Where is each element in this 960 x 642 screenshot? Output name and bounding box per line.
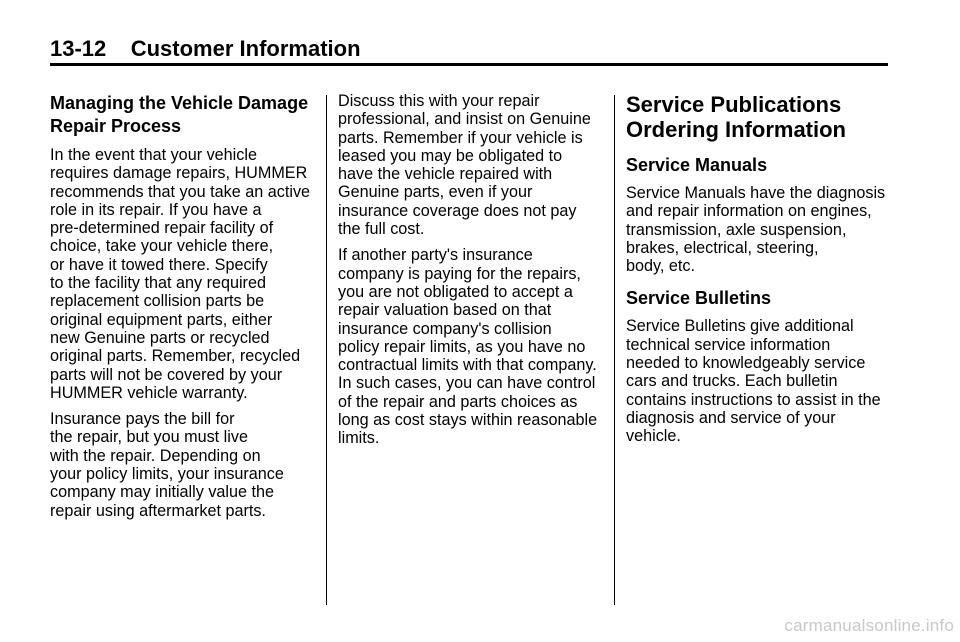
column-1 [50, 88, 318, 528]
service-publications-heading: Service Publications Ordering Information [626, 92, 846, 142]
page-header [50, 36, 361, 62]
damage-repair-paragraph-1: In the event that your vehicle requires damage repairs, HUMMER recommends that you take an active role in its repair. If you have a pre-determined repair facility of choice, take your vehicle there, or have it towed there. Specify to the facility that any required replacement collision parts be original equipment parts, either new Genuine parts or recycled original parts. Remember, recycled parts will not be covered by your HUMMER vehicle warranty. [50, 146, 311, 402]
page-number: 13-12 [50, 36, 107, 61]
service-bulletins-heading: Service Bulletins [626, 288, 772, 309]
damage-repair-heading: Managing the Vehicle Damage Repair Process [50, 93, 309, 136]
genuine-parts-paragraph: Discuss this with your repair professional, and insist on Genuine parts. Remember if your vehicle is leased you may be obligated to have the vehicle repaired with Genuine parts, even if your insurance coverage does not pay the full cost. [338, 92, 591, 239]
service-bulletins-text: Service Bulletins give additional technical service information needed to knowledgeably service cars and trucks. Each bulletin contains instructions to assist in the diagnosis and service of your vehicle. [626, 317, 881, 446]
service-manuals-text: Service Manuals have the diagnosis and repair information on engines, transmission, axle suspension, brakes, electrical, steering, body, etc. [626, 184, 886, 276]
insurance-paragraph: If another party's insurance company is paying for the repairs, you are not obligated to accept a repair valuation based on that insurance company's collision policy repair limits, as you have no contractual limits with that company. In such cases, you can have control of the repair and parts choices as long as cost stays within reasonable limits. [338, 246, 598, 448]
column-3 [626, 88, 894, 454]
watermark: carmanualsonline.info [784, 616, 954, 635]
column-2 [338, 88, 606, 456]
service-manuals-heading: Service Manuals [626, 155, 768, 175]
column-divider-1 [326, 95, 327, 605]
column-divider-2 [614, 95, 615, 605]
damage-repair-paragraph-2: Insurance pays the bill for the repair, but you must live with the repair. Depending on your policy limits, your insurance company may initially value the repair using aftermarket parts. [50, 410, 284, 520]
header-rule [50, 63, 888, 66]
section-title: Customer Information [130, 36, 361, 61]
